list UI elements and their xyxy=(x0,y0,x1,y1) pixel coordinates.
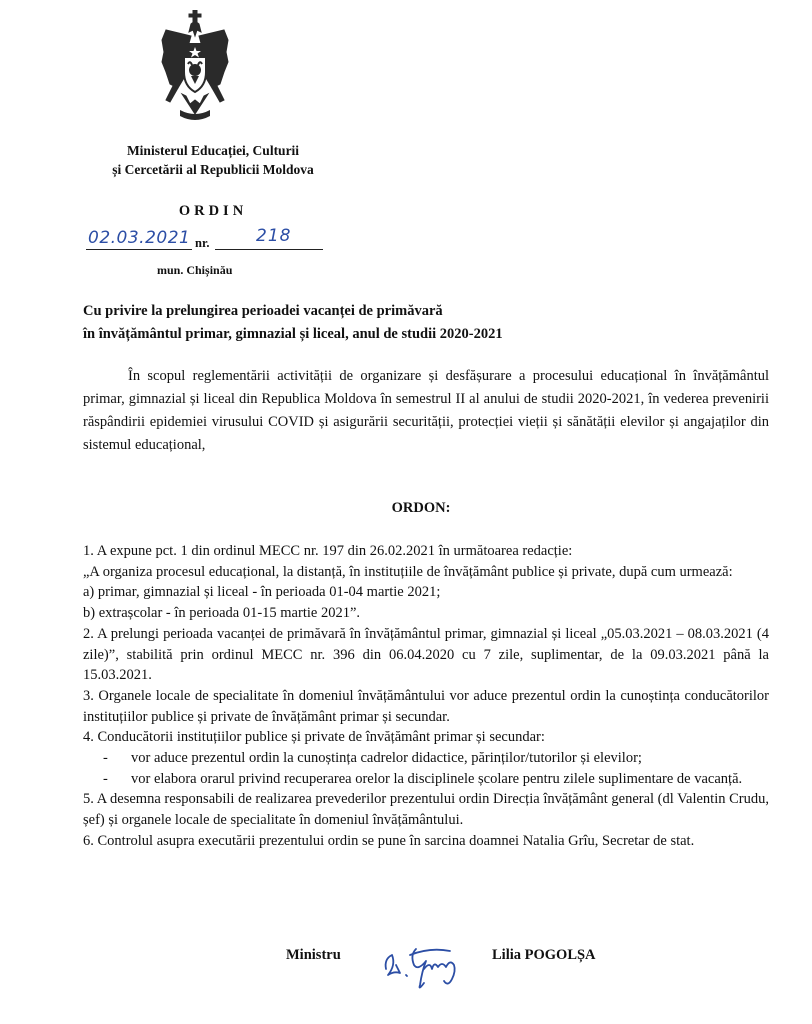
city-label: mun. Chișinău xyxy=(157,263,233,277)
signatory-title: Ministru xyxy=(286,947,341,963)
provision-1-quote: „A organiza procesul educațional, la distanță, în instituțiile de învățământ publice și private, după cum urmează: xyxy=(83,563,733,580)
handwritten-signature xyxy=(380,935,475,993)
provision-4: 4. Conducătorii instituțiilor publice și private de învățământ primar și secundar: xyxy=(83,729,545,746)
provision-1-a: a) primar, gimnazial și liceal - în perioada 01-04 martie 2021; xyxy=(83,584,441,601)
dash-marker: - xyxy=(103,770,108,787)
handwritten-number: 218 xyxy=(256,226,292,246)
provision-2: 2. A prelungi perioada vacanței de primăvară în învățământul primar, gimnazial și liceal „05.03.2021 – 08.03.2021 (4 zile)”, stabilită prin ordinul MECC nr. 396 din 06.04.2020 cu 7 zile, suplimentar, de la 09.03.2021 până la 15.03.2021. xyxy=(83,625,769,684)
dash-marker: - xyxy=(103,750,108,767)
signatory-name: Lilia POGOLȘA xyxy=(492,947,596,963)
ministry-line-2: și Cercetării al Republicii Moldova xyxy=(112,162,314,177)
date-number-line xyxy=(84,225,324,253)
preamble-paragraph: În scopul reglementării activității de organizare și desfășurare a procesului educațional în învățământul primar, gimnazial și liceal din Republica Moldova în semestrul II al anului de studii 2020-2021, în vederea prevenirii răspândirii epidemiei virusului COVID și asigurării securității, protecției vieții și sănătății elevilor și angajaților din sistemul educațional, xyxy=(83,368,769,453)
number-underline xyxy=(215,249,323,250)
ministry-name xyxy=(90,141,336,179)
provision-5: 5. A desemna responsabili de realizarea prevederilor prezentului ordin Direcția învățământ general (dl Valentin Crudu, șef) și organele locale de specialitate în domeniul învățământului. xyxy=(83,791,769,829)
order-provisions xyxy=(83,541,769,852)
handwritten-date: 02.03.2021 xyxy=(88,228,191,248)
provision-6: 6. Controlul asupra executării prezentului ordin se pune în sarcina doamnei Natalia Grîu, Secretar de stat. xyxy=(83,832,695,849)
ministry-line-1: Ministerul Educației, Culturii xyxy=(126,143,300,158)
provision-1-b: b) extrașcolar - în perioada 01-15 martie 2021”. xyxy=(83,605,361,622)
order-subject xyxy=(83,300,503,346)
provision-1: 1. A expune pct. 1 din ordinul MECC nr. 197 din 26.02.2021 în următoarea redacție: xyxy=(83,543,573,559)
subject-line-2: în învățământul primar, gimnazial și liceal, anul de studii 2020-2021 xyxy=(83,326,503,342)
provision-4-bullet-2 xyxy=(83,769,769,790)
document-type-title: ORDIN xyxy=(178,203,248,219)
ordon-heading: ORDON: xyxy=(391,500,451,516)
subject-line-1: Cu privire la prelungirea perioadei vacanței de primăvară xyxy=(83,303,443,319)
bullet-text: vor aduce prezentul ordin la cunoștința cadrelor didactice, părinților/tutorilor și elevilor; xyxy=(131,750,642,767)
coat-of-arms-icon xyxy=(160,10,230,124)
provision-3: 3. Organele locale de specialitate în domeniul învățământului vor aduce prezentul ordin la cunoștința conducătorilor instituțiilor publice și private de învățământ primar și secundar. xyxy=(83,687,769,725)
provision-4-bullet-1 xyxy=(83,748,769,769)
bullet-text: vor elabora orarul privind recuperarea orelor la disciplinele școlare pentru zilele suplimentare de vacanță. xyxy=(131,770,743,787)
date-underline xyxy=(86,249,192,250)
number-label: nr. xyxy=(195,236,210,250)
